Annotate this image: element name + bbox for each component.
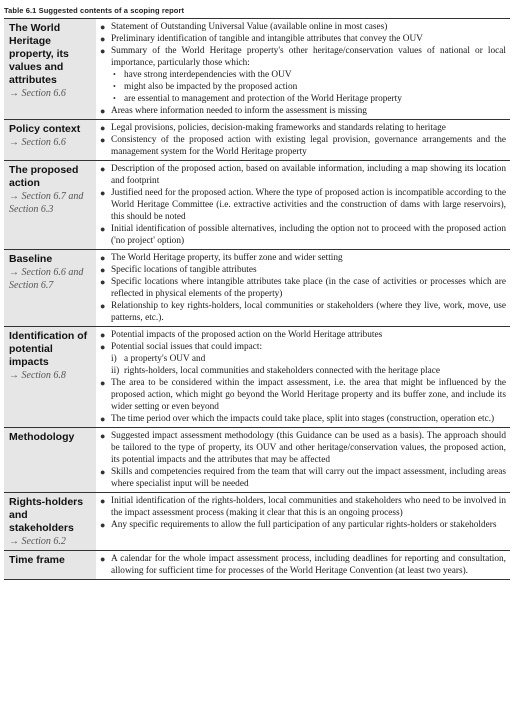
row-label-cell — [4, 19, 96, 120]
list-item: ● Specific locations of tangible attributes — [100, 265, 257, 275]
sub-list-item: • have strong interdependencies with the OUV — [113, 70, 292, 80]
bullet-list — [96, 252, 506, 324]
list-item: ● Statement of Outstanding Universal Value (available online in most cases) — [100, 22, 388, 32]
row-content-cell — [96, 493, 510, 551]
table-row-potential-impacts — [4, 327, 510, 428]
list-item: ● Specific locations where intangible attributes take place (in the case of activities or processes which are reflected in physical elements of the property) — [100, 277, 506, 299]
section-reference: → Section 6.6 — [9, 137, 66, 148]
bullet-icon: ● — [100, 22, 106, 32]
row-label: Policy context — [9, 123, 81, 135]
row-label-cell — [4, 493, 96, 551]
bullet-icon: ● — [100, 378, 106, 388]
sub-bullet-icon: • — [113, 82, 116, 91]
row-content-cell — [96, 161, 510, 250]
bullet-icon: ● — [100, 135, 106, 145]
row-label: Methodology — [9, 431, 75, 443]
row-label-cell — [4, 428, 96, 493]
list-item: ● Any specific requirements to allow the full participation of any particular rights-holders or stakeholders — [100, 520, 497, 530]
sub-bullet-icon: • — [113, 94, 116, 103]
section-reference: → Section 6.6 and Section 6.7 — [9, 267, 84, 291]
list-item: ● A calendar for the whole impact assessment process, including deadlines for reporting and consultation, allowing for sufficient time for processes of the World Heritage Convention (at least two years). — [100, 554, 506, 576]
sub-list-item: • are essential to management and protection of the World Heritage property — [113, 94, 402, 104]
row-label-cell — [4, 250, 96, 327]
bullet-list — [96, 329, 506, 425]
list-item: ● Initial identification of the rights-holders, local communities and stakeholders who need to be involved in the impact assessment process (making it clear that this is an ongoing process) — [100, 496, 506, 518]
row-content-cell — [96, 120, 510, 161]
section-reference: → Section 6.8 — [9, 370, 66, 381]
list-item: ● Consistency of the proposed action with existing legal provision, governance arrangements and the management system for the World Heritage property — [100, 135, 506, 157]
row-label: Rights-holders and stakeholders — [9, 496, 84, 534]
row-label: Time frame — [9, 554, 65, 566]
list-item: ● Initial identification of possible alternatives, including the option not to proceed with the proposed action ('no project' option) — [100, 224, 506, 246]
list-item: ● Summary of the World Heritage property's other heritage/conservation values of national or local importance, particularly those which: • have strong interdependencies with the OUV • might also be impacted by the proposed action • are essential to management and protection of the World Heritage property — [100, 46, 506, 104]
table-row-time-frame — [4, 551, 510, 580]
bullet-icon: ● — [100, 224, 106, 234]
list-item: ● Justified need for the proposed action. Where the type of proposed action is incompatible according to the World Heritage Committee (i.e. extractive activities and the construction of dams with large reservoirs), this should be noted — [100, 188, 506, 222]
bullet-icon: ● — [100, 188, 106, 198]
bullet-icon: ● — [100, 164, 106, 174]
row-label: Identification of potential impacts — [9, 330, 88, 368]
row-content-cell — [96, 327, 510, 428]
list-item: ● Potential impacts of the proposed action on the World Heritage attributes — [100, 330, 383, 340]
bullet-icon: ● — [100, 496, 106, 506]
bullet-icon: ● — [100, 106, 106, 116]
row-label: Baseline — [9, 253, 53, 265]
row-content-cell — [96, 250, 510, 327]
row-label-cell — [4, 327, 96, 428]
section-reference: → Section 6.6 — [9, 88, 66, 99]
bullet-icon: ● — [100, 46, 106, 56]
item-number: i) — [111, 354, 117, 364]
bullet-icon: ● — [100, 554, 106, 564]
bullet-icon: ● — [100, 123, 106, 133]
row-content-cell — [96, 551, 510, 580]
table-row-baseline — [4, 250, 510, 327]
bullet-list — [96, 122, 506, 158]
list-item: ● The World Heritage property, its buffer zone and wider setting — [100, 253, 343, 263]
bullet-list — [96, 430, 506, 490]
table-row-methodology — [4, 428, 510, 493]
numbered-list — [111, 353, 506, 377]
sub-list-item: • might also be impacted by the proposed action — [113, 82, 298, 92]
row-content-cell — [96, 19, 510, 120]
bullet-icon: ● — [100, 330, 106, 340]
list-item: ● Skills and competencies required from the team that will carry out the impact assessment, including areas where specialist input will be needed — [100, 467, 506, 489]
bullet-list — [96, 163, 506, 247]
table-row-proposed-action — [4, 161, 510, 250]
list-item: ● Relationship to key rights-holders, local communities or stakeholders (where they live, work, move, use patterns, etc.). — [100, 301, 506, 323]
row-content-cell — [96, 428, 510, 493]
row-label-cell — [4, 551, 96, 580]
row-label-cell — [4, 161, 96, 250]
bullet-list — [96, 495, 506, 531]
bullet-icon: ● — [100, 520, 106, 530]
list-item: ● Description of the proposed action, based on available information, including a map showing its location and footprint — [100, 164, 506, 186]
bullet-icon: ● — [100, 431, 106, 441]
list-item: ● Potential social issues that could impact: i) a property's OUV and ii) rights-holders, local communities and stakeholders connected with the heritage place — [96, 341, 506, 377]
numbered-item: ii) rights-holders, local communities and stakeholders connected with the heritage place — [111, 366, 440, 376]
table-row-rights-holders — [4, 493, 510, 551]
list-item: ● Suggested impact assessment methodology (this Guidance can be used as a basis). The approach should be tailored to the type of property, its OUV and other heritage/conservation values, the proposed action, its potential impacts and the attributes that may be affected — [100, 431, 506, 465]
table-row-world-heritage-property — [4, 19, 510, 120]
bullet-icon: ● — [100, 301, 106, 311]
list-item: ● The time period over which the impacts could take place, split into stages (construction, operation etc.) — [100, 414, 495, 424]
row-label: The World Heritage property, its values and attributes — [9, 22, 69, 86]
bullet-icon: ● — [100, 253, 106, 263]
bullet-icon: ● — [100, 265, 106, 275]
item-number: ii) — [111, 366, 120, 376]
table-caption: Table 6.1 Suggested contents of a scoping report — [4, 6, 185, 15]
bullet-icon: ● — [100, 34, 106, 44]
bullet-icon: ● — [100, 342, 106, 352]
bullet-icon: ● — [100, 467, 106, 477]
bullet-list — [96, 553, 506, 577]
section-reference: → Section 6.2 — [9, 536, 66, 547]
scoping-report-table — [4, 18, 510, 580]
list-item: ● Preliminary identification of tangible and intangible attributes that convey the OUV — [100, 34, 423, 44]
sub-bullet-icon: • — [113, 70, 116, 79]
list-item: ● The area to be considered within the impact assessment, i.e. the area that might be influenced by the proposed action, which might go beyond the World Heritage property and its buffer zone, and include its wider setting or even beyond — [100, 378, 506, 412]
bullet-icon: ● — [100, 277, 106, 287]
section-reference: → Section 6.7 and Section 6.3 — [9, 191, 84, 215]
row-label: The proposed action — [9, 164, 79, 189]
row-label-cell — [4, 120, 96, 161]
sub-bullet-list — [111, 69, 506, 105]
list-item: ● Legal provisions, policies, decision-making frameworks and standards relating to heritage — [100, 123, 446, 133]
bullet-icon: ● — [100, 414, 106, 424]
bullet-list — [96, 21, 506, 117]
table-row-policy-context — [4, 120, 510, 161]
numbered-item: i) a property's OUV and — [111, 354, 206, 364]
list-item: ● Areas where information needed to inform the assessment is missing — [100, 106, 367, 116]
